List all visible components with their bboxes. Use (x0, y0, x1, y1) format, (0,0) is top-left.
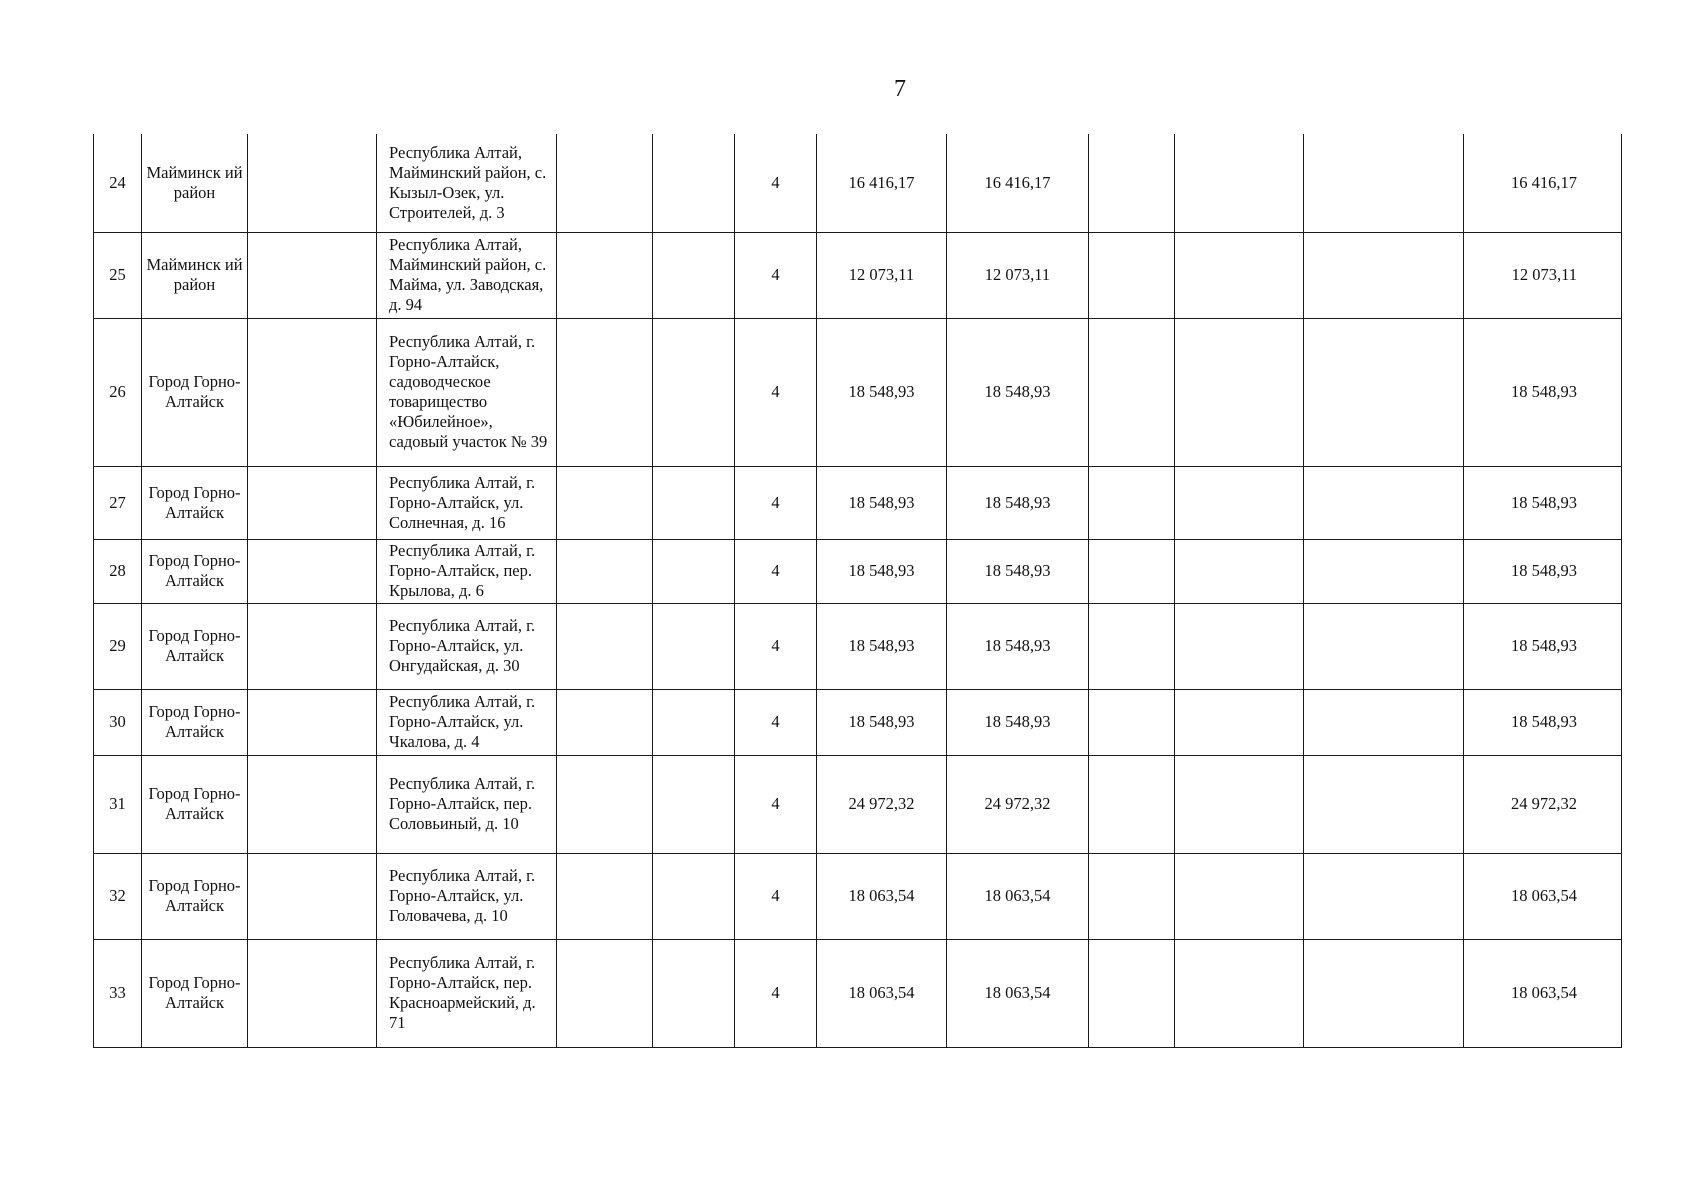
empty-cell (248, 232, 377, 318)
table-row (94, 689, 1622, 755)
funds-cell: 24 972,32 (947, 755, 1089, 853)
empty-cell (1089, 939, 1175, 1047)
total-cell: 18 063,54 (1464, 853, 1622, 939)
empty-cell (1304, 603, 1464, 689)
empty-cell (653, 134, 735, 232)
row-number-cell: 32 (94, 853, 142, 939)
count-cell: 4 (735, 689, 817, 755)
funds-cell: 12 073,11 (947, 232, 1089, 318)
count-cell: 4 (735, 232, 817, 318)
empty-cell (1304, 689, 1464, 755)
cost-cell: 24 972,32 (817, 755, 947, 853)
empty-cell (1175, 853, 1304, 939)
funds-cell: 16 416,17 (947, 134, 1089, 232)
address-cell: Республика Алтай, Майминский район, с. Майма, ул. Заводская, д. 94 (377, 232, 557, 318)
municipality-cell: Майминск ий район (142, 134, 248, 232)
cost-cell: 18 063,54 (817, 939, 947, 1047)
address-cell: Республика Алтай, г. Горно-Алтайск, ул. Головачева, д. 10 (377, 853, 557, 939)
empty-cell (1089, 466, 1175, 539)
table-row (94, 232, 1622, 318)
row-number-cell: 26 (94, 318, 142, 466)
empty-cell (1175, 755, 1304, 853)
empty-cell (557, 466, 653, 539)
funds-cell: 18 548,93 (947, 539, 1089, 603)
empty-cell (653, 689, 735, 755)
count-cell: 4 (735, 318, 817, 466)
empty-cell (653, 232, 735, 318)
empty-cell (248, 539, 377, 603)
empty-cell (1089, 318, 1175, 466)
funds-cell: 18 548,93 (947, 689, 1089, 755)
total-cell: 24 972,32 (1464, 755, 1622, 853)
municipality-cell: Майминск ий район (142, 232, 248, 318)
empty-cell (1304, 466, 1464, 539)
row-number-cell: 29 (94, 603, 142, 689)
cost-cell: 18 548,93 (817, 318, 947, 466)
count-cell: 4 (735, 939, 817, 1047)
table-row (94, 853, 1622, 939)
address-cell: Республика Алтай, г. Горно-Алтайск, ул. Онгудайская, д. 30 (377, 603, 557, 689)
address-cell: Республика Алтай, Майминский район, с. Кызыл-Озек, ул. Строителей, д. 3 (377, 134, 557, 232)
empty-cell (248, 134, 377, 232)
funds-cell: 18 548,93 (947, 318, 1089, 466)
empty-cell (653, 318, 735, 466)
row-number-cell: 31 (94, 755, 142, 853)
total-cell: 18 548,93 (1464, 466, 1622, 539)
count-cell: 4 (735, 603, 817, 689)
address-cell: Республика Алтай, г. Горно-Алтайск, ул. Чкалова, д. 4 (377, 689, 557, 755)
empty-cell (1089, 603, 1175, 689)
cost-cell: 18 548,93 (817, 603, 947, 689)
row-number-cell: 28 (94, 539, 142, 603)
empty-cell (557, 232, 653, 318)
empty-cell (1304, 939, 1464, 1047)
municipality-cell: Город Горно-Алтайск (142, 853, 248, 939)
empty-cell (1175, 232, 1304, 318)
municipality-cell: Город Горно-Алтайск (142, 603, 248, 689)
empty-cell (557, 539, 653, 603)
total-cell: 18 548,93 (1464, 603, 1622, 689)
municipality-cell: Город Горно-Алтайск (142, 539, 248, 603)
empty-cell (557, 939, 653, 1047)
cost-cell: 12 073,11 (817, 232, 947, 318)
empty-cell (1175, 466, 1304, 539)
municipality-cell: Город Горно-Алтайск (142, 689, 248, 755)
table-row (94, 539, 1622, 603)
cost-cell: 18 548,93 (817, 466, 947, 539)
empty-cell (557, 134, 653, 232)
empty-cell (248, 466, 377, 539)
table-row (94, 755, 1622, 853)
empty-cell (1175, 603, 1304, 689)
funds-cell: 18 548,93 (947, 466, 1089, 539)
empty-cell (248, 603, 377, 689)
total-cell: 18 548,93 (1464, 539, 1622, 603)
empty-cell (248, 853, 377, 939)
row-number-cell: 33 (94, 939, 142, 1047)
empty-cell (557, 755, 653, 853)
empty-cell (1304, 539, 1464, 603)
empty-cell (1304, 853, 1464, 939)
empty-cell (653, 939, 735, 1047)
total-cell: 16 416,17 (1464, 134, 1622, 232)
empty-cell (1175, 318, 1304, 466)
empty-cell (1089, 232, 1175, 318)
empty-cell (1175, 939, 1304, 1047)
count-cell: 4 (735, 755, 817, 853)
count-cell: 4 (735, 853, 817, 939)
empty-cell (1175, 134, 1304, 232)
empty-cell (557, 853, 653, 939)
empty-cell (1089, 539, 1175, 603)
page-number: 7 (894, 76, 906, 102)
empty-cell (653, 466, 735, 539)
municipality-cell: Город Горно-Алтайск (142, 939, 248, 1047)
empty-cell (557, 318, 653, 466)
row-number-cell: 24 (94, 134, 142, 232)
empty-cell (248, 318, 377, 466)
count-cell: 4 (735, 539, 817, 603)
row-number-cell: 30 (94, 689, 142, 755)
address-cell: Республика Алтай, г. Горно-Алтайск, пер. Соловьиный, д. 10 (377, 755, 557, 853)
cost-cell: 16 416,17 (817, 134, 947, 232)
empty-cell (1304, 134, 1464, 232)
empty-cell (1089, 134, 1175, 232)
table-row (94, 134, 1622, 232)
funds-cell: 18 063,54 (947, 939, 1089, 1047)
total-cell: 18 548,93 (1464, 689, 1622, 755)
empty-cell (1089, 853, 1175, 939)
table-row (94, 466, 1622, 539)
empty-cell (653, 755, 735, 853)
address-cell: Республика Алтай, г. Горно-Алтайск, ул. Солнечная, д. 16 (377, 466, 557, 539)
municipality-cell: Город Горно-Алтайск (142, 755, 248, 853)
empty-cell (1304, 232, 1464, 318)
address-cell: Республика Алтай, г. Горно-Алтайск, пер. Крылова, д. 6 (377, 539, 557, 603)
empty-cell (1304, 755, 1464, 853)
cost-cell: 18 548,93 (817, 539, 947, 603)
cost-cell: 18 548,93 (817, 689, 947, 755)
municipality-cell: Город Горно-Алтайск (142, 466, 248, 539)
address-cell: Республика Алтай, г. Горно-Алтайск, садоводческое товарищество «Юбилейное», садовый участок № 39 (377, 318, 557, 466)
empty-cell (653, 539, 735, 603)
funds-cell: 18 548,93 (947, 603, 1089, 689)
empty-cell (1175, 689, 1304, 755)
address-cell: Республика Алтай, г. Горно-Алтайск, пер. Красноармейский, д. 71 (377, 939, 557, 1047)
count-cell: 4 (735, 134, 817, 232)
total-cell: 12 073,11 (1464, 232, 1622, 318)
cost-cell: 18 063,54 (817, 853, 947, 939)
funds-cell: 18 063,54 (947, 853, 1089, 939)
table-row (94, 603, 1622, 689)
empty-cell (1089, 755, 1175, 853)
housing-registry-table (93, 134, 1622, 1048)
count-cell: 4 (735, 466, 817, 539)
empty-cell (557, 603, 653, 689)
empty-cell (653, 853, 735, 939)
empty-cell (248, 755, 377, 853)
total-cell: 18 063,54 (1464, 939, 1622, 1047)
municipality-cell: Город Горно-Алтайск (142, 318, 248, 466)
empty-cell (1089, 689, 1175, 755)
empty-cell (248, 689, 377, 755)
table-row (94, 318, 1622, 466)
total-cell: 18 548,93 (1464, 318, 1622, 466)
row-number-cell: 27 (94, 466, 142, 539)
row-number-cell: 25 (94, 232, 142, 318)
empty-cell (557, 689, 653, 755)
empty-cell (1304, 318, 1464, 466)
empty-cell (248, 939, 377, 1047)
empty-cell (653, 603, 735, 689)
table-row (94, 939, 1622, 1047)
empty-cell (1175, 539, 1304, 603)
